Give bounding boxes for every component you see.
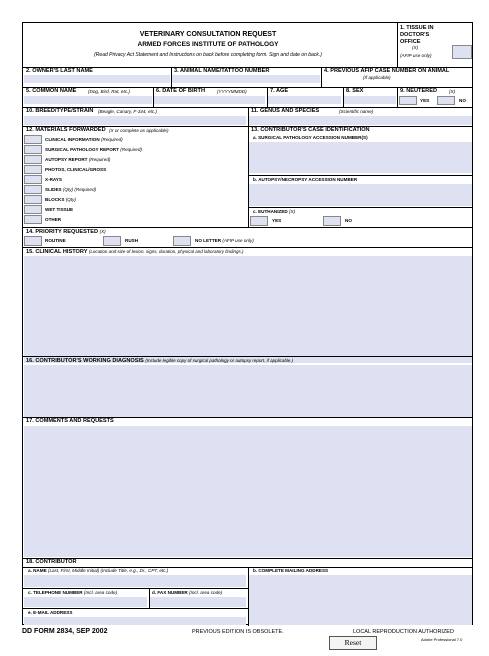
breed-label: 10. BREED/TYPE/STRAIN [26, 108, 94, 114]
rush-label: RUSH [125, 238, 139, 243]
telephone-label: c. TELEPHONE NUMBER (Incl. area code) [28, 590, 118, 595]
contributor-name-label: a. NAME (Last, First, Middle Initial) (Include Title, e.g., Dr., CPT, etc.) [28, 568, 169, 573]
no-letter-checkbox[interactable] [173, 236, 191, 246]
breed-note: (Beagle, Canary, F-344, etc.) [98, 109, 157, 114]
email-field[interactable] [24, 617, 246, 625]
materials-label: 12. MATERIALS FORWARDED [26, 127, 106, 133]
routine-label: ROUTINE [45, 238, 66, 243]
materials-checkbox[interactable] [24, 155, 42, 164]
rush-checkbox[interactable] [103, 236, 121, 246]
dob-label: 6. DATE OF BIRTH [156, 88, 205, 94]
materials-item: X-RAYS [45, 177, 62, 182]
breed-field[interactable] [24, 116, 246, 125]
priority-label: 14. PRIORITY REQUESTED (X) [26, 229, 106, 235]
age-field[interactable] [268, 96, 341, 104]
history-field[interactable] [24, 256, 472, 363]
consultation-form [22, 22, 473, 625]
sex-label: 8. SEX [346, 88, 364, 94]
surgical-accession-field[interactable] [249, 142, 472, 173]
materials-checkbox[interactable] [24, 135, 42, 144]
neutered-yes-label: YES [420, 98, 430, 103]
euthanized-yes-label: YES [272, 218, 282, 223]
case-id-label: 13. CONTRIBUTOR'S CASE IDENTIFICATION [251, 127, 370, 133]
reset-button[interactable]: Reset [329, 636, 377, 650]
materials-note: (X or complete as applicable) [109, 128, 169, 133]
previous-case-label: 4. PREVIOUS AFIP CASE NUMBER ON ANIMAL [324, 68, 450, 74]
owner-field[interactable] [24, 75, 170, 83]
materials-item: BLOCKS (Qty) [45, 197, 76, 202]
euthanized-label: c. EUTHANIZED (X) [253, 209, 296, 214]
autopsy-accession-field[interactable] [249, 184, 472, 206]
instructions-text: (Read Privacy Act Statement and Instructions on back before completing form. Sign and date on back.) [94, 52, 322, 58]
materials-item: PHOTOS, CLINICAL/GROSS [45, 167, 107, 172]
email-label: e. E-MAIL ADDRESS [28, 610, 73, 615]
neutered-no-checkbox[interactable] [437, 96, 455, 105]
neutered-no-label: NO [459, 98, 466, 103]
routine-checkbox[interactable] [24, 236, 42, 246]
owner-label: 2. OWNER'S LAST NAME [26, 68, 93, 74]
euthanized-no-checkbox[interactable] [323, 216, 341, 226]
diagnosis-label: 16. CONTRIBUTOR'S WORKING DIAGNOSIS (Include legible copy of surgical pathology or autopsy report, if applicable.) [26, 358, 294, 364]
euthanized-yes-checkbox[interactable] [250, 216, 268, 226]
software-note: Adobe Professional 7.0 [421, 637, 463, 642]
materials-item: SURGICAL PATHOLOGY REPORT (Required) [45, 147, 142, 152]
no-letter-label: NO LETTER (AFIP use only) [195, 238, 254, 243]
neutered-x-note: (X) [449, 89, 456, 94]
common-name-label: 5. COMMON NAME [26, 88, 77, 94]
comments-field[interactable] [24, 426, 472, 557]
genus-note: (Scientific name) [339, 109, 374, 114]
common-name-note: (Dog, Bird, Rat, etc.) [88, 89, 130, 94]
materials-checkbox[interactable] [24, 195, 42, 204]
materials-checkbox[interactable] [24, 165, 42, 174]
tissue-label: 1. TISSUE IN DOCTOR'S OFFICE [400, 25, 434, 45]
euthanized-no-label: NO [345, 218, 352, 223]
reproduction-notice: LOCAL REPRODUCTION AUTHORIZED [353, 629, 454, 635]
materials-checkbox[interactable] [24, 145, 42, 154]
tissue-x-note: (X) [412, 45, 419, 50]
materials-item: AUTOPSY REPORT (Required) [45, 157, 111, 162]
surgical-accession-label: a. SURGICAL PATHOLOGY ACCESSION NUMBER(S) [253, 135, 368, 140]
materials-item: CLINICAL INFORMATION (Required) [45, 137, 123, 142]
materials-item: OTHER [45, 217, 62, 222]
materials-checkbox[interactable] [24, 175, 42, 184]
agency-name: ARMED FORCES INSTITUTE OF PATHOLOGY [137, 41, 279, 48]
materials-checkbox[interactable] [24, 215, 42, 224]
materials-checkbox[interactable] [24, 185, 42, 194]
form-title: VETERINARY CONSULTATION REQUEST [139, 31, 277, 38]
common-name-field[interactable] [24, 96, 152, 104]
sex-field[interactable] [344, 96, 396, 104]
fax-field[interactable] [150, 597, 246, 607]
diagnosis-field[interactable] [24, 365, 472, 417]
mailing-address-label: b. COMPLETE MAILING ADDRESS [253, 568, 329, 573]
materials-item: WET TISSUE [45, 207, 74, 212]
neutered-label: 9. NEUTERED [400, 88, 437, 94]
dob-field[interactable] [154, 96, 265, 104]
animal-label: 3. ANIMAL NAME/TATTOO NUMBER [174, 68, 270, 74]
autopsy-accession-label: b. AUTOPSY/NECROPSY ACCESSION NUMBER [253, 177, 358, 182]
telephone-field[interactable] [24, 597, 147, 607]
genus-label: 11. GENUS AND SPECIES [251, 108, 320, 114]
history-label: 15. CLINICAL HISTORY (Location and size of lesion, signs, duration, physical and laboratory findings.) [26, 249, 244, 255]
mailing-address-field[interactable] [249, 575, 472, 625]
neutered-yes-checkbox[interactable] [399, 96, 417, 105]
comments-label: 17. COMMENTS AND REQUESTS [26, 418, 114, 424]
animal-field[interactable] [172, 75, 320, 83]
tissue-afip-note: (AFIP use only) [400, 53, 432, 58]
contributor-label: 18. CONTRIBUTOR [26, 559, 77, 565]
form-id: DD FORM 2834, SEP 2002 [22, 628, 108, 635]
contributor-name-field[interactable] [24, 575, 246, 587]
previous-case-note: (If applicable) [363, 75, 391, 80]
age-label: 7. AGE [270, 88, 289, 94]
dob-note: (YYYYMMDD) [217, 89, 247, 94]
obsolete-notice: PREVIOUS EDITION IS OBSOLETE. [192, 629, 284, 635]
fax-label: d. FAX NUMBER (Incl. area code) [152, 590, 223, 595]
materials-checkbox[interactable] [24, 205, 42, 214]
tissue-checkbox[interactable] [452, 45, 472, 59]
genus-field[interactable] [249, 116, 472, 125]
materials-item: SLIDES (Qty) (Required) [45, 187, 97, 192]
